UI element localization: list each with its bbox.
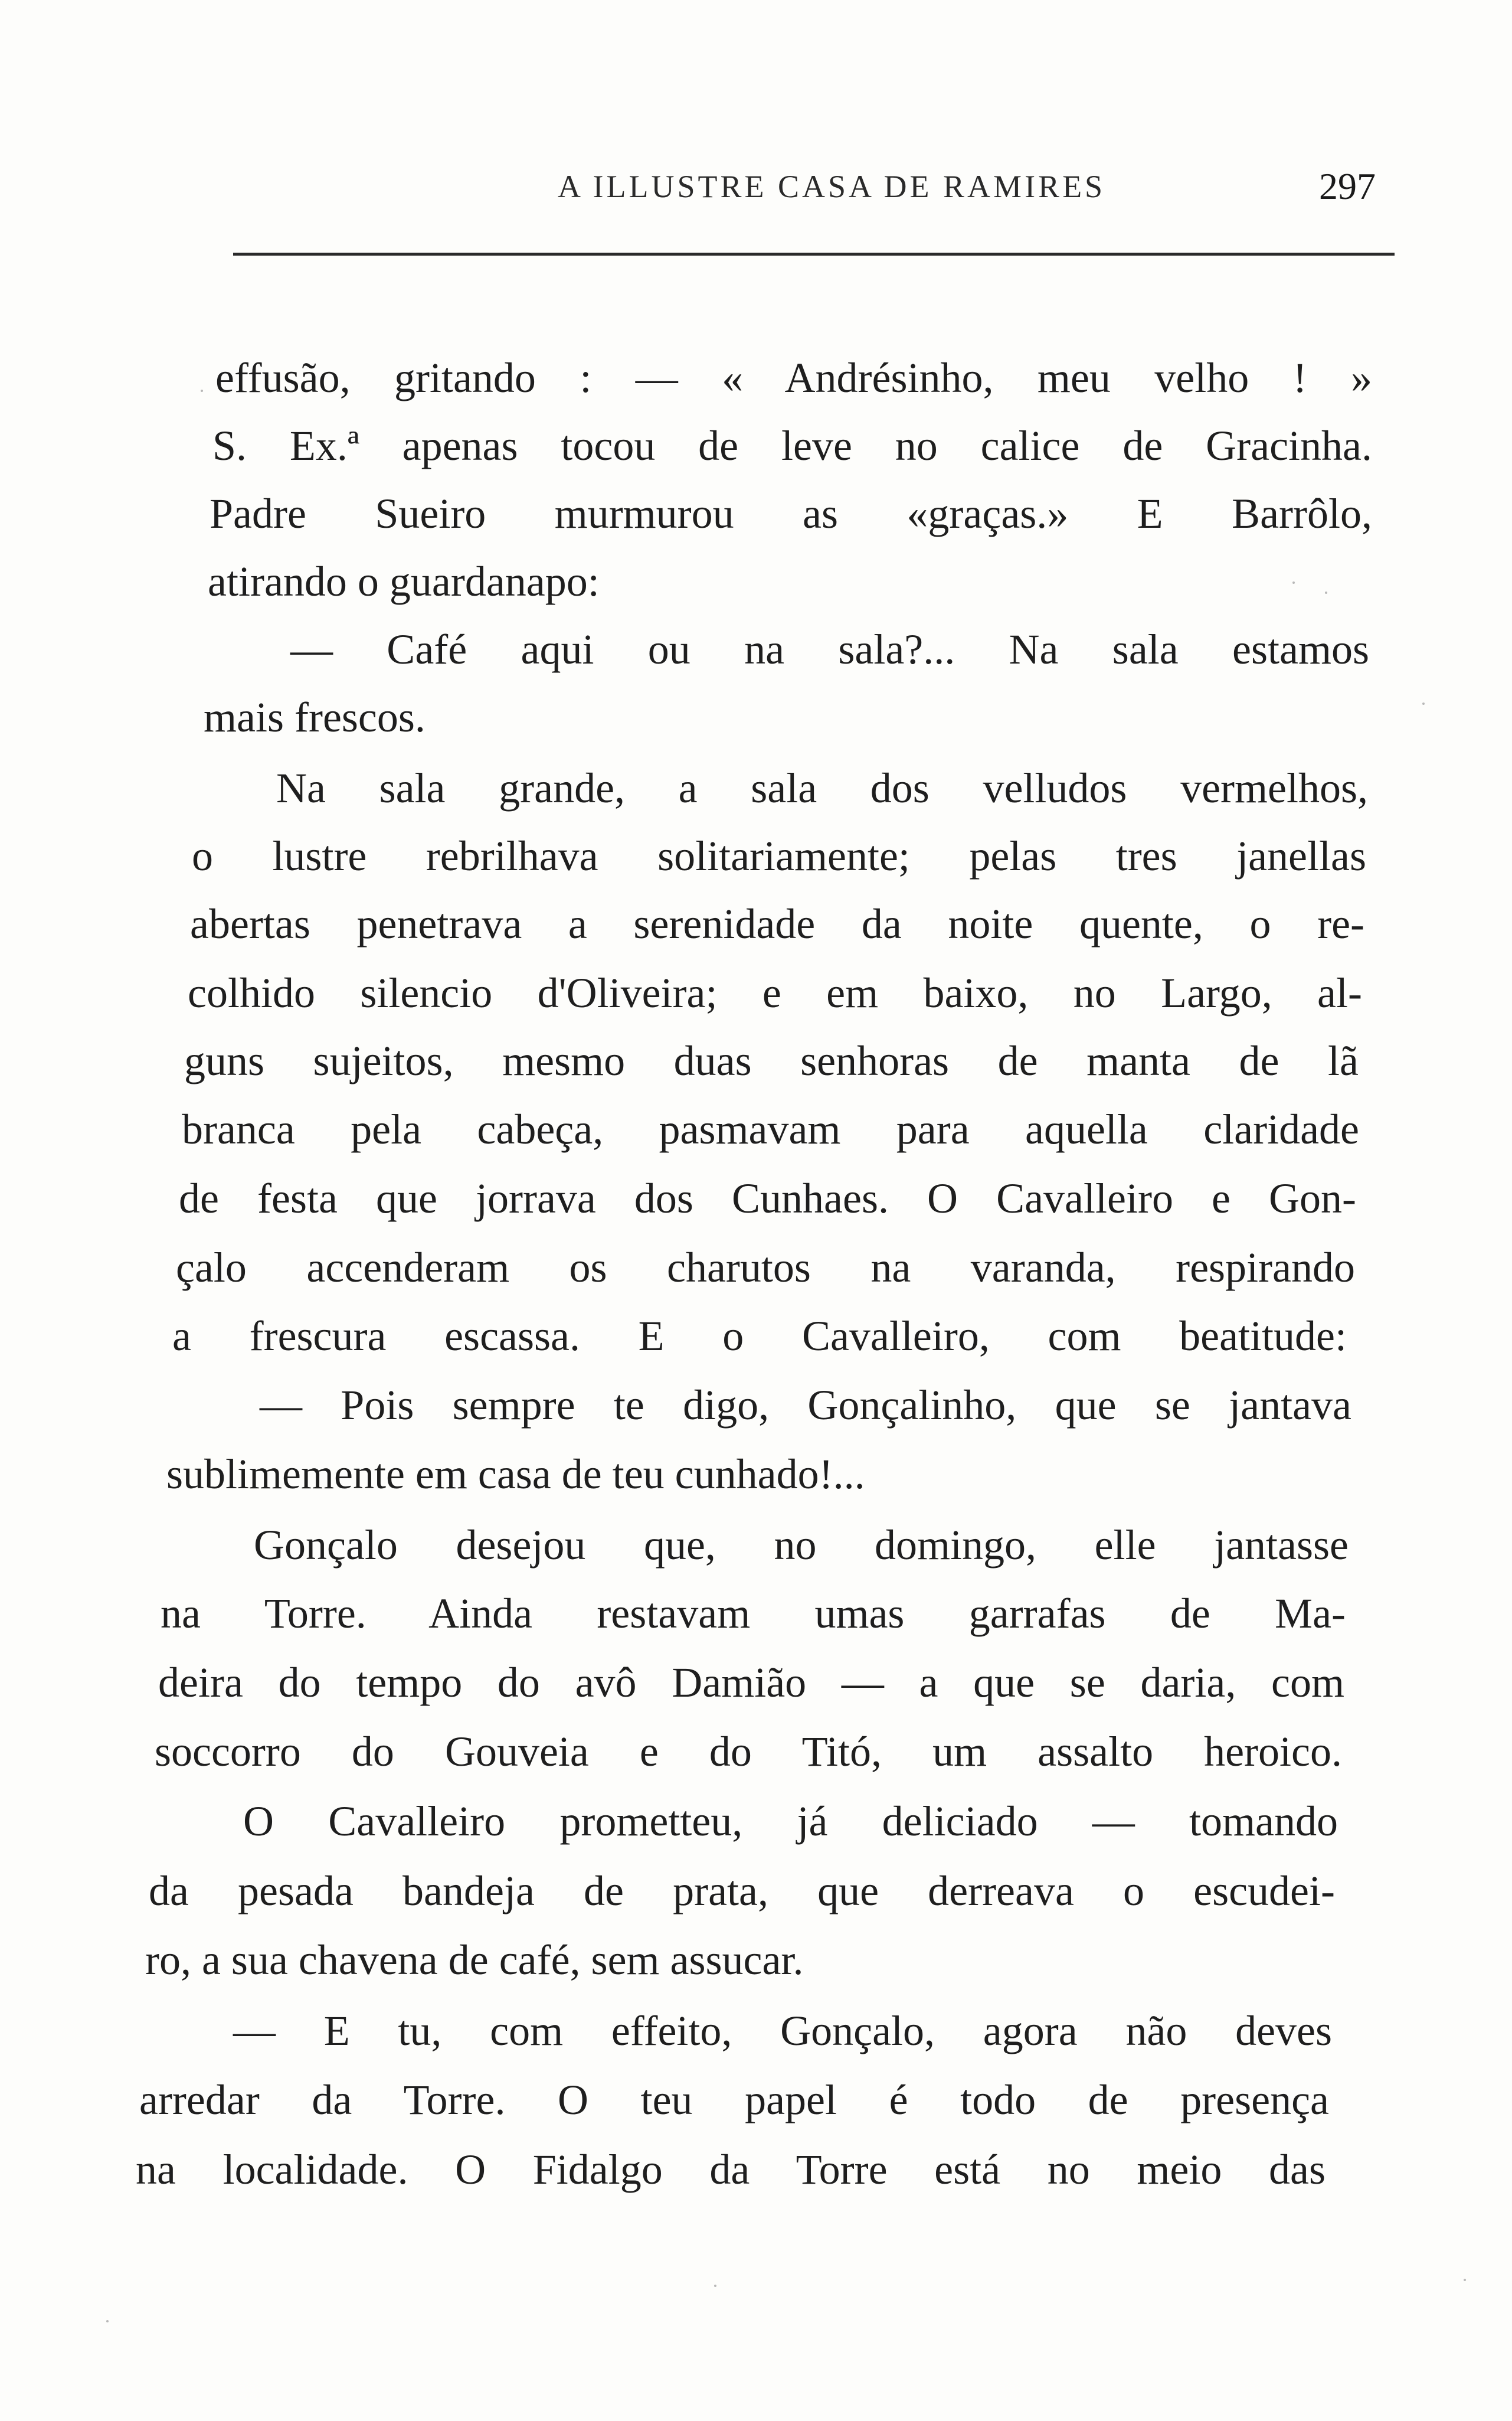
text-line: guns sujeitos, mesmo duas senhoras de manta de lã (184, 1037, 1359, 1084)
paper-speck (1325, 592, 1327, 594)
text-line: Na sala grande, a sala dos velludos vermelhos, (276, 764, 1368, 812)
paper-speck (1422, 703, 1425, 705)
paper-speck (1292, 581, 1295, 584)
text-line: deira do tempo do avô Damião — a que se daria, com (158, 1659, 1344, 1706)
page-number: 297 (1319, 165, 1376, 207)
text-line: o lustre rebrilhava solitariamente; pelas tres janellas (192, 832, 1366, 880)
text-line: çalo accenderam os charutos na varanda, respirando (176, 1244, 1355, 1291)
text-line: atirando o guardanapo: (208, 558, 600, 605)
paper-speck (714, 2285, 716, 2287)
text-line: — Café aqui ou na sala?... Na sala estamos (290, 626, 1369, 673)
paper-speck (106, 2320, 109, 2322)
text-line: Padre Sueiro murmurou as «graças.» E Barrôlo, (210, 490, 1372, 537)
paper-speck (201, 390, 203, 392)
text-line: na localidade. O Fidalgo da Torre está no meio das (136, 2146, 1326, 2193)
text-line: O Cavalleiro prometteu, já deliciado — tomando (243, 1798, 1338, 1845)
text-line: da pesada bandeja de prata, que derreava o escudei- (149, 1867, 1335, 1914)
running-title: A ILLUSTRE CASA DE RAMIRES (558, 169, 1106, 204)
text-line: de festa que jorrava dos Cunhaes. O Cavalleiro e Gon- (179, 1175, 1356, 1222)
text-line: a frescura escassa. E o Cavalleiro, com beatitude: (172, 1312, 1347, 1360)
text-line: arredar da Torre. O teu papel é todo de presença (139, 2076, 1329, 2123)
text-line: na Torre. Ainda restavam umas garrafas de Ma- (161, 1590, 1346, 1637)
text-line: Gonçalo desejou que, no domingo, elle jantasse (254, 1521, 1349, 1569)
text-line: effusão, gritando : — « Andrésinho, meu velho ! » (215, 354, 1372, 401)
text-line: ro, a sua chavena de café, sem assucar. (145, 1936, 804, 1984)
text-line: abertas penetrava a serenidade da noite quente, o re- (190, 900, 1364, 948)
text-line: — Pois sempre te digo, Gonçalinho, que se jantava (260, 1381, 1351, 1429)
text-line: S. Ex.ª apenas tocou de leve no calice de Gracinha. (212, 422, 1372, 469)
text-line: mais frescos. (204, 694, 426, 741)
text-line: branca pela cabeça, pasmavam para aquella claridade (182, 1106, 1359, 1153)
paper-speck (1464, 2279, 1466, 2281)
text-line: — E tu, com effeito, Gonçalo, agora não deves (233, 2007, 1332, 2054)
text-line: sublimemente em casa de teu cunhado!... (166, 1450, 865, 1498)
text-line: soccorro do Gouveia e do Titó, um assalto heroico. (155, 1728, 1342, 1775)
text-line: colhido silencio d'Oliveira; e em baixo, no Largo, al- (188, 969, 1362, 1017)
